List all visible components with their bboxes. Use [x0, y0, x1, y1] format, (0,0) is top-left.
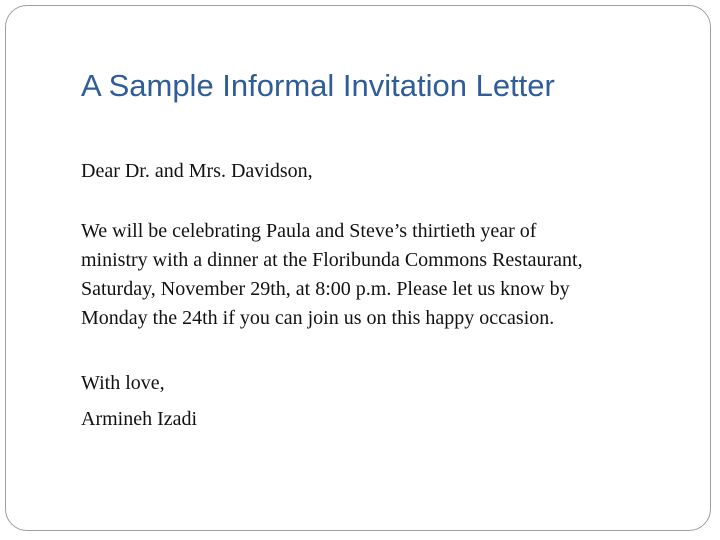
message-line: ministry with a dinner at the Floribunda Commons Restaurant,: [81, 249, 583, 271]
message-line: Saturday, November 29th, at 8:00 p.m. Please let us know by: [81, 278, 570, 300]
letter-body: [81, 156, 693, 434]
message-line: We will be celebrating Paula and Steve’s thirtieth year of: [81, 220, 537, 242]
letter-message: [81, 217, 693, 333]
slide-frame: [5, 5, 711, 531]
message-line: Monday the 24th if you can join us on this happy occasion.: [81, 307, 555, 329]
letter-signature: Armineh Izadi: [81, 408, 198, 430]
slide-title: A Sample Informal Invitation Letter: [81, 68, 555, 103]
letter-closing: With love,: [81, 372, 165, 394]
letter-salutation: Dear Dr. and Mrs. Davidson,: [81, 160, 313, 182]
